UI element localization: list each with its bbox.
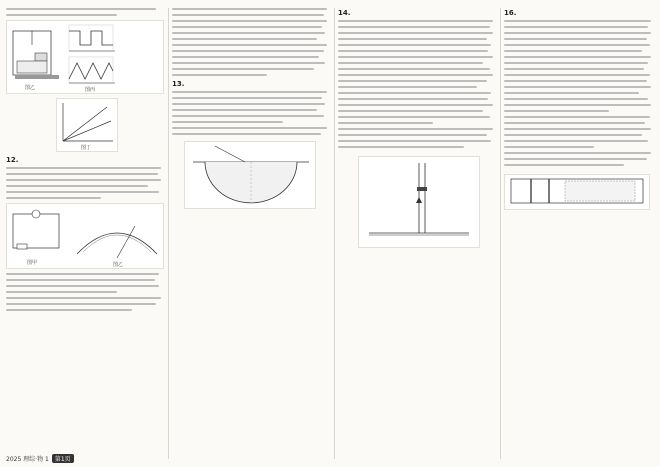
figure-ding <box>56 98 118 152</box>
caption-yi: 图乙 <box>25 85 36 91</box>
question-12-number: 12. <box>6 156 19 164</box>
caption-yi-12: 图乙 <box>113 262 124 268</box>
page-footer <box>6 454 74 463</box>
caption-bing: 图丙 <box>85 87 96 93</box>
column-divider <box>334 8 335 459</box>
question-13-number: 13. <box>172 80 185 88</box>
column-1 <box>6 8 164 315</box>
caption-ding: 图丁 <box>81 145 92 151</box>
column-divider <box>168 8 169 459</box>
figure-16-magnetic-rails <box>504 174 650 210</box>
column-4 <box>504 8 654 210</box>
column-2 <box>172 8 330 209</box>
footer-text: 2025 理综·物 1 <box>6 456 49 463</box>
question-16-number: 16. <box>504 9 517 17</box>
caption-jia: 图甲 <box>27 260 38 266</box>
figure-14-rail <box>358 156 480 248</box>
force-sensor-icon <box>35 53 47 61</box>
column-3 <box>338 8 496 248</box>
footer-page-tag: 第1页 <box>52 454 74 463</box>
figure-13-semicircle-glass <box>184 141 316 209</box>
figure-yi-bing <box>6 20 164 94</box>
question-14-number: 14. <box>338 9 351 17</box>
figure-12-circuit-and-meter <box>6 203 164 269</box>
column-divider <box>500 8 501 459</box>
